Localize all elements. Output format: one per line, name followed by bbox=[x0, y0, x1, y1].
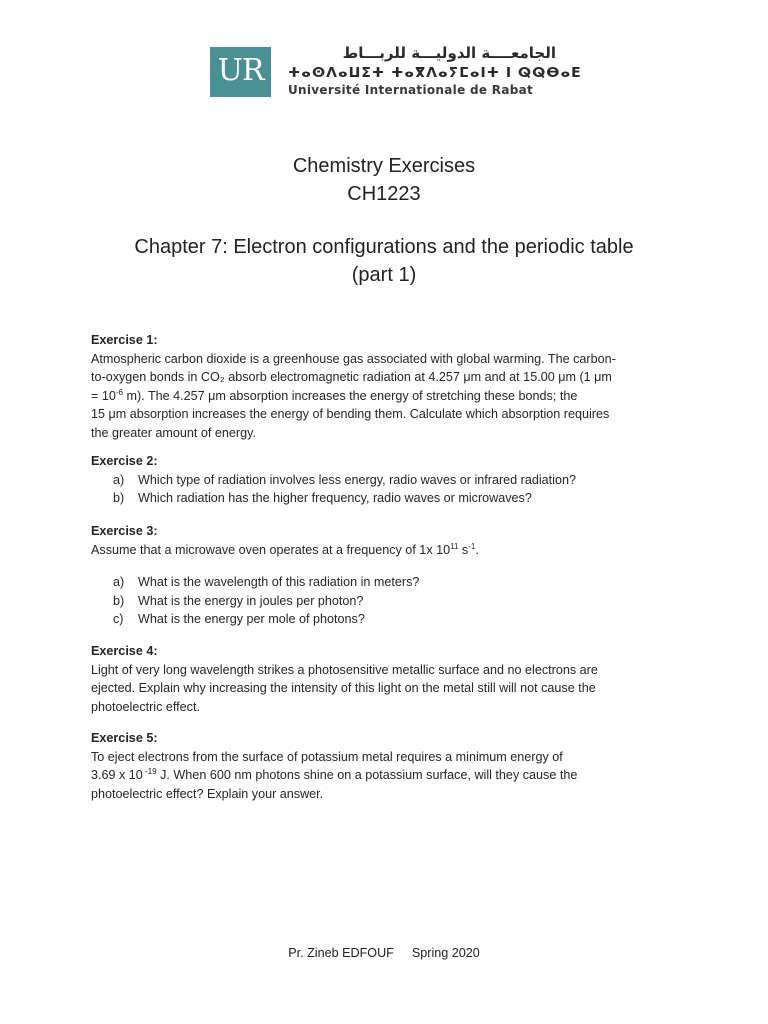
exercise-heading: Exercise 3: bbox=[91, 524, 158, 538]
superscript: -6 bbox=[115, 387, 123, 397]
exercise-1 bbox=[91, 331, 691, 443]
exercise-text-line: the greater amount of energy. bbox=[91, 425, 256, 440]
item-marker: c) bbox=[113, 612, 124, 627]
exercise-heading: Exercise 2: bbox=[91, 454, 158, 468]
question-list bbox=[91, 573, 691, 629]
question-item bbox=[91, 489, 691, 508]
superscript: 11 bbox=[450, 541, 459, 551]
exercise-5 bbox=[91, 729, 691, 803]
superscript: -1 bbox=[468, 541, 476, 551]
item-text: What is the wavelength of this radiation in meters? bbox=[138, 575, 420, 590]
logo-arabic-name: الجامعــــة الدوليـــة للربـــاط bbox=[342, 44, 556, 62]
item-marker: b) bbox=[113, 491, 125, 506]
ur-emblem bbox=[210, 47, 271, 97]
course-code: CH1223 bbox=[347, 183, 421, 205]
exercise-text-line: 3.69 x 10 $^{-19}$ J. When 600 nm photons shine on a potassium surface, will they cause the bbox=[91, 767, 578, 783]
exercise-text-line: Atmospheric carbon dioxide is a greenhouse gas associated with global warming. The carbon- bbox=[91, 351, 616, 366]
question-item bbox=[91, 573, 691, 592]
exercise-text-line: Assume that a microwave oven operates at a frequency of 1x $10^{11}$ $s^{-1}$. bbox=[91, 541, 479, 557]
exercise-text-line: to-oxygen bonds in CO₂ absorb electromagnetic radiation at 4.257 μm and at 15.00 μm (1 μm bbox=[91, 370, 612, 385]
exercise-text-line: To eject electrons from the surface of potassium metal requires a minimum energy of bbox=[91, 749, 563, 764]
item-marker: a) bbox=[113, 472, 125, 487]
question-item bbox=[91, 610, 691, 629]
question-item bbox=[91, 592, 691, 611]
exercise-text-line: Light of very long wavelength strikes a photosensitive metallic surface and no electrons are bbox=[91, 662, 598, 677]
emblem-initials: UR bbox=[217, 53, 264, 88]
item-text: What is the energy per mole of photons? bbox=[138, 612, 365, 627]
university-logo bbox=[210, 44, 582, 99]
chapter-part: (part 1) bbox=[351, 264, 417, 286]
question-item bbox=[91, 471, 691, 490]
exercise-3 bbox=[91, 522, 691, 629]
item-marker: a) bbox=[113, 575, 125, 590]
item-text: Which type of radiation involves less energy, radio waves or infrared radiation? bbox=[138, 472, 576, 487]
exercise-heading: Exercise 5: bbox=[91, 731, 158, 745]
exercise-text-line: photoelectric effect? Explain your answer. bbox=[91, 786, 324, 801]
exercise-text-line: = $10^{-6}$ m). The 4.257 μm absorption increases the energy of stretching these bonds; the bbox=[91, 387, 578, 403]
exercise-4 bbox=[91, 642, 691, 716]
exercise-2 bbox=[91, 452, 691, 508]
item-marker: b) bbox=[113, 593, 125, 608]
logo-tifinagh-name: ⵜⴰⵙⴷⴰⵡⵉⵜ ⵜⴰⴳⴷⴰⵢⵎⴰⵏⵜ ⵏ ⵕⵕⴱⴰⴹ bbox=[288, 65, 582, 81]
exercise-heading: Exercise 1: bbox=[91, 333, 158, 347]
exercise-text-line: 15 μm absorption increases the energy of bending them. Calculate which absorption requires bbox=[91, 407, 610, 422]
item-text: Which radiation has the higher frequency, radio waves or microwaves? bbox=[138, 491, 532, 506]
item-text: What is the energy in joules per photon? bbox=[138, 593, 364, 608]
footer-author: Pr. Zineb EDFOUF bbox=[288, 946, 394, 960]
superscript: -19 bbox=[142, 767, 157, 776]
course-title: Chemistry Exercises bbox=[292, 155, 476, 177]
chapter-title: Chapter 7: Electron configurations and the periodic table bbox=[134, 236, 634, 258]
exercise-text-line: photoelectric effect. bbox=[91, 699, 200, 714]
page-footer bbox=[0, 946, 768, 960]
exercise-text-line: ejected. Explain why increasing the intensity of this light on the metal still will not cause the bbox=[91, 681, 596, 696]
footer-term: Spring 2020 bbox=[411, 946, 480, 960]
logo-latin-name: Université Internationale de Rabat bbox=[288, 83, 534, 97]
exercise-heading: Exercise 4: bbox=[91, 644, 158, 658]
question-list bbox=[91, 471, 691, 508]
